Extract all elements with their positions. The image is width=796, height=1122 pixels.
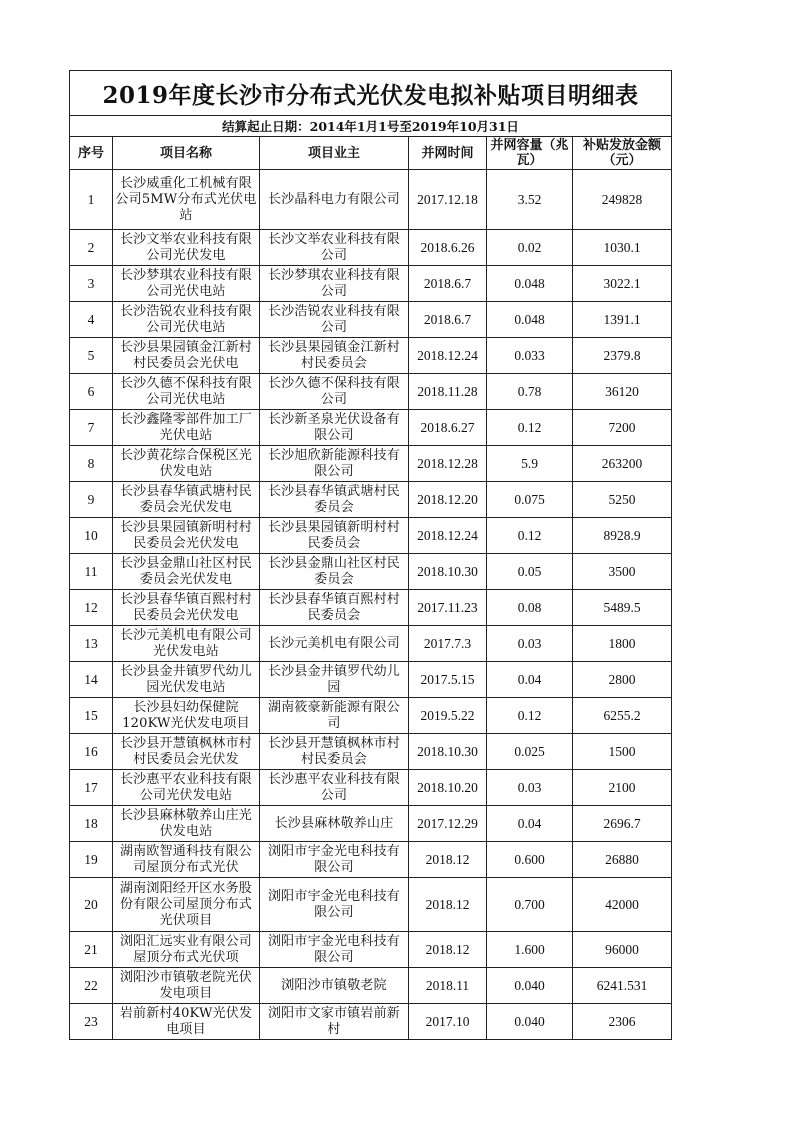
cell-grid-date: 2017.12.29 [409,806,487,842]
cell-capacity: 0.040 [487,1004,573,1040]
cell-capacity: 0.12 [487,518,573,554]
cell-project-name: 岩前新村40KW光伏发电项目 [113,1004,260,1040]
cell-grid-date: 2018.12 [409,878,487,932]
cell-project-name: 长沙县开慧镇枫林市村村民委员会光伏发 [113,734,260,770]
cell-owner: 浏阳市宇金光电科技有限公司 [260,932,409,968]
cell-amount: 249828 [573,170,672,230]
table-row [70,230,672,266]
cell-grid-date: 2017.10 [409,1004,487,1040]
settlement-period: 结算起止日期：2014年1月1号至2019年10月31日 [70,116,672,137]
cell-no: 5 [70,338,113,374]
table-row [70,878,672,932]
table-row [70,266,672,302]
cell-no: 21 [70,932,113,968]
cell-owner: 长沙县果园镇新明村村民委员会 [260,518,409,554]
cell-grid-date: 2018.12.28 [409,446,487,482]
cell-grid-date: 2017.7.3 [409,626,487,662]
cell-capacity: 0.04 [487,662,573,698]
table-row [70,626,672,662]
cell-project-name: 长沙浩锐农业科技有限公司光伏电站 [113,302,260,338]
table-row [70,1004,672,1040]
table-row [70,590,672,626]
cell-no: 8 [70,446,113,482]
cell-no: 22 [70,968,113,1004]
cell-project-name: 长沙县麻林敬养山庄光伏发电站 [113,806,260,842]
table-row [70,374,672,410]
cell-no: 17 [70,770,113,806]
cell-amount: 1030.1 [573,230,672,266]
cell-amount: 36120 [573,374,672,410]
cell-project-name: 湖南欧智通科技有限公司屋顶分布式光伏 [113,842,260,878]
cell-no: 23 [70,1004,113,1040]
cell-project-name: 长沙县金鼎山社区村民委员会光伏发电 [113,554,260,590]
cell-amount: 2379.8 [573,338,672,374]
cell-owner: 长沙新圣泉光伏设备有限公司 [260,410,409,446]
cell-owner: 长沙惠平农业科技有限公司 [260,770,409,806]
table-row [70,518,672,554]
cell-grid-date: 2018.10.30 [409,734,487,770]
cell-no: 19 [70,842,113,878]
cell-project-name: 长沙惠平农业科技有限公司光伏发电站 [113,770,260,806]
cell-no: 13 [70,626,113,662]
cell-grid-date: 2018.10.30 [409,554,487,590]
cell-grid-date: 2019.5.22 [409,698,487,734]
column-header-amount: 补贴发放金额（元） [573,137,672,170]
table-title: 2019年度长沙市分布式光伏发电拟补贴项目明细表 [70,71,672,116]
cell-capacity: 0.78 [487,374,573,410]
cell-amount: 5250 [573,482,672,518]
cell-grid-date: 2018.12.20 [409,482,487,518]
table-row [70,302,672,338]
cell-project-name: 长沙县妇幼保健院120KW光伏发电项目 [113,698,260,734]
cell-no: 12 [70,590,113,626]
cell-amount: 2306 [573,1004,672,1040]
cell-grid-date: 2018.12.24 [409,338,487,374]
cell-capacity: 0.075 [487,482,573,518]
cell-owner: 长沙县金鼎山社区村民委员会 [260,554,409,590]
cell-grid-date: 2017.5.15 [409,662,487,698]
cell-project-name: 长沙县春华镇武塘村民委员会光伏发电 [113,482,260,518]
table-row [70,446,672,482]
cell-amount: 3022.1 [573,266,672,302]
table-row [70,770,672,806]
table-row [70,842,672,878]
table-row [70,482,672,518]
cell-capacity: 0.700 [487,878,573,932]
cell-project-name: 长沙文举农业科技有限公司光伏发电 [113,230,260,266]
cell-amount: 26880 [573,842,672,878]
cell-project-name: 长沙县果园镇金江新村村民委员会光伏电 [113,338,260,374]
cell-amount: 96000 [573,932,672,968]
cell-owner: 长沙文举农业科技有限公司 [260,230,409,266]
cell-capacity: 0.05 [487,554,573,590]
cell-owner: 长沙县金井镇罗代幼儿园 [260,662,409,698]
table-row [70,662,672,698]
table-row [70,806,672,842]
cell-owner: 长沙县春华镇武塘村民委员会 [260,482,409,518]
cell-owner: 湖南筱豪新能源有限公司 [260,698,409,734]
cell-owner: 长沙元美机电有限公司 [260,626,409,662]
cell-project-name: 浏阳沙市镇敬老院光伏发电项目 [113,968,260,1004]
column-header-no: 序号 [70,137,113,170]
cell-owner: 长沙久德不保科技有限公司 [260,374,409,410]
cell-project-name: 长沙县果园镇新明村村民委员会光伏发电 [113,518,260,554]
subsidy-table-document [69,70,671,1040]
cell-capacity: 1.600 [487,932,573,968]
table-row [70,968,672,1004]
table-row [70,698,672,734]
cell-no: 2 [70,230,113,266]
cell-amount: 3500 [573,554,672,590]
cell-project-name: 浏阳汇远实业有限公司屋顶分布式光伏项 [113,932,260,968]
cell-amount: 1500 [573,734,672,770]
cell-amount: 1800 [573,626,672,662]
cell-no: 1 [70,170,113,230]
cell-owner: 长沙晶科电力有限公司 [260,170,409,230]
cell-grid-date: 2018.12 [409,932,487,968]
cell-amount: 2696.7 [573,806,672,842]
cell-project-name: 湖南浏阳经开区水务股份有限公司屋顶分布式光伏项目 [113,878,260,932]
cell-capacity: 3.52 [487,170,573,230]
cell-grid-date: 2018.6.7 [409,266,487,302]
cell-grid-date: 2018.6.27 [409,410,487,446]
cell-grid-date: 2017.12.18 [409,170,487,230]
column-header-project-name: 项目名称 [113,137,260,170]
header-row [70,137,672,170]
column-header-capacity: 并网容量（兆瓦） [487,137,573,170]
cell-owner: 浏阳市宇金光电科技有限公司 [260,878,409,932]
cell-owner: 长沙县果园镇金江新村村民委员会 [260,338,409,374]
cell-no: 4 [70,302,113,338]
cell-amount: 42000 [573,878,672,932]
cell-amount: 5489.5 [573,590,672,626]
table-row [70,554,672,590]
cell-project-name: 长沙鑫隆零部件加工厂光伏电站 [113,410,260,446]
cell-grid-date: 2018.6.7 [409,302,487,338]
cell-owner: 长沙县春华镇百熙村村民委员会 [260,590,409,626]
table-row [70,338,672,374]
column-header-grid-date: 并网时间 [409,137,487,170]
cell-amount: 7200 [573,410,672,446]
cell-amount: 1391.1 [573,302,672,338]
cell-owner: 长沙旭欣新能源科技有限公司 [260,446,409,482]
cell-capacity: 0.600 [487,842,573,878]
cell-capacity: 5.9 [487,446,573,482]
cell-amount: 6241.531 [573,968,672,1004]
cell-capacity: 0.03 [487,770,573,806]
cell-grid-date: 2018.12.24 [409,518,487,554]
cell-no: 20 [70,878,113,932]
cell-capacity: 0.025 [487,734,573,770]
subsidy-table [69,70,672,1040]
cell-owner: 浏阳沙市镇敬老院 [260,968,409,1004]
cell-owner: 浏阳市宇金光电科技有限公司 [260,842,409,878]
cell-no: 11 [70,554,113,590]
cell-amount: 263200 [573,446,672,482]
cell-capacity: 0.03 [487,626,573,662]
table-row [70,410,672,446]
cell-amount: 2800 [573,662,672,698]
cell-capacity: 0.12 [487,698,573,734]
cell-project-name: 长沙久德不保科技有限公司光伏电站 [113,374,260,410]
cell-no: 10 [70,518,113,554]
cell-capacity: 0.02 [487,230,573,266]
cell-owner: 长沙县麻林敬养山庄 [260,806,409,842]
cell-owner: 长沙浩锐农业科技有限公司 [260,302,409,338]
cell-capacity: 0.04 [487,806,573,842]
cell-amount: 6255.2 [573,698,672,734]
cell-project-name: 长沙威重化工机械有限公司5MW分布式光伏电站 [113,170,260,230]
cell-capacity: 0.12 [487,410,573,446]
cell-amount: 8928.9 [573,518,672,554]
cell-no: 14 [70,662,113,698]
cell-owner: 浏阳市文家市镇岩前新村 [260,1004,409,1040]
cell-no: 9 [70,482,113,518]
table-row [70,170,672,230]
cell-project-name: 长沙县春华镇百熙村村民委员会光伏发电 [113,590,260,626]
cell-grid-date: 2017.11.23 [409,590,487,626]
cell-amount: 2100 [573,770,672,806]
cell-project-name: 长沙元美机电有限公司光伏发电站 [113,626,260,662]
table-row [70,734,672,770]
cell-owner: 长沙梦琪农业科技有限公司 [260,266,409,302]
cell-no: 6 [70,374,113,410]
cell-grid-date: 2018.10.20 [409,770,487,806]
cell-capacity: 0.08 [487,590,573,626]
cell-no: 16 [70,734,113,770]
cell-grid-date: 2018.11.28 [409,374,487,410]
cell-project-name: 长沙梦琪农业科技有限公司光伏电站 [113,266,260,302]
cell-capacity: 0.048 [487,302,573,338]
cell-project-name: 长沙黄花综合保税区光伏发电站 [113,446,260,482]
cell-capacity: 0.040 [487,968,573,1004]
cell-capacity: 0.048 [487,266,573,302]
cell-no: 7 [70,410,113,446]
column-header-owner: 项目业主 [260,137,409,170]
cell-capacity: 0.033 [487,338,573,374]
table-row [70,932,672,968]
cell-grid-date: 2018.6.26 [409,230,487,266]
cell-grid-date: 2018.12 [409,842,487,878]
cell-no: 18 [70,806,113,842]
cell-project-name: 长沙县金井镇罗代幼儿园光伏发电站 [113,662,260,698]
cell-no: 3 [70,266,113,302]
cell-no: 15 [70,698,113,734]
cell-grid-date: 2018.11 [409,968,487,1004]
cell-owner: 长沙县开慧镇枫林市村村民委员会 [260,734,409,770]
